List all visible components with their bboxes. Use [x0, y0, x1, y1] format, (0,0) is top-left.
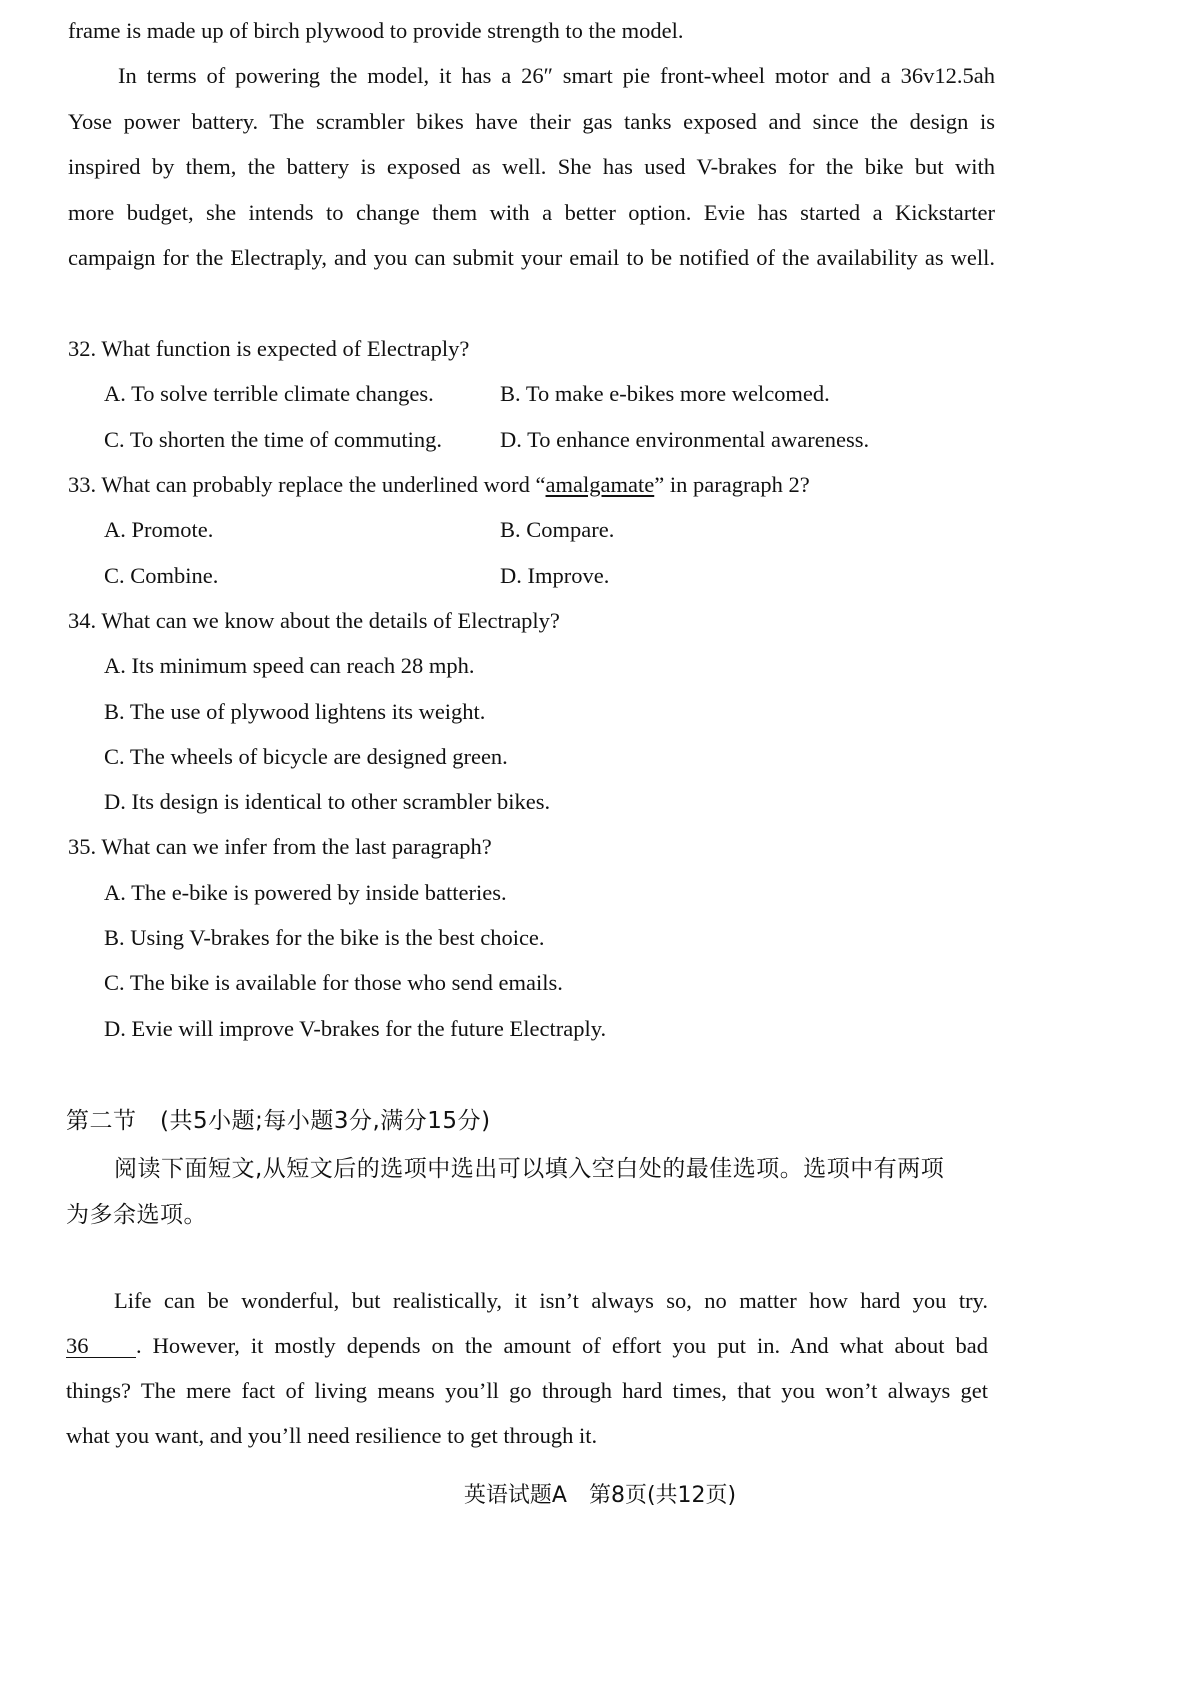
passage2-line: Life can be wonderful, but realistically, it isn’t always so, no matter how hard you try.	[114, 1288, 988, 1313]
question-34-option-a: A. Its minimum speed can reach 28 mph.	[104, 653, 475, 678]
question-32-stem: 32. What function is expected of Electraply?	[68, 336, 470, 361]
question-33-option-d: D. Improve.	[500, 563, 610, 588]
question-33-stem	[68, 472, 810, 498]
question-35-option-d: D. Evie will improve V-brakes for the future Electraply.	[104, 1016, 607, 1041]
question-33-stem-post: ” in paragraph 2?	[654, 472, 810, 497]
passage-line: Yose power battery. The scrambler bikes have their gas tanks exposed and since the design is	[68, 109, 995, 134]
passage2-line: what you want, and you’ll need resilience to get through it.	[66, 1423, 598, 1448]
question-32-option-d: D. To enhance environmental awareness.	[500, 427, 870, 452]
passage2-line	[66, 1333, 988, 1359]
question-33-option-c: C. Combine.	[104, 563, 219, 588]
question-33-option-a: A. Promote.	[104, 517, 214, 542]
question-34-stem: 34. What can we know about the details of Electraply?	[68, 608, 560, 633]
section-heading: 第二节 (共5小题;每小题3分,满分15分)	[66, 1108, 491, 1134]
question-33-option-b: B. Compare.	[500, 517, 615, 542]
question-32-option-a: A. To solve terrible climate changes.	[104, 381, 434, 406]
passage-line: campaign for the Electraply, and you can submit your email to be notified of the availability as well.	[68, 245, 995, 270]
question-32-option-b: B. To make e-bikes more welcomed.	[500, 381, 830, 406]
section-instructions: 阅读下面短文,从短文后的选项中选出可以填入空白处的最佳选项。选项中有两项	[114, 1156, 945, 1182]
question-35-stem: 35. What can we infer from the last paragraph?	[68, 834, 492, 859]
question-34-option-d: D. Its design is identical to other scrambler bikes.	[104, 789, 551, 814]
question-35-option-b: B. Using V-brakes for the bike is the best choice.	[104, 925, 545, 950]
passage2-line-rest: . However, it mostly depends on the amount of effort you put in. And what about bad	[136, 1333, 988, 1358]
passage-line: frame is made up of birch plywood to provide strength to the model.	[68, 18, 684, 43]
question-35-option-c: C. The bike is available for those who send emails.	[104, 970, 563, 995]
question-33-stem-pre: 33. What can probably replace the underlined word “	[68, 472, 546, 497]
question-32-option-c: C. To shorten the time of commuting.	[104, 427, 442, 452]
passage2-line: things? The mere fact of living means you’ll go through hard times, that you won’t always get	[66, 1378, 988, 1403]
page-footer: 英语试题A 第8页(共12页)	[463, 1483, 737, 1508]
underlined-word: amalgamate	[545, 472, 655, 497]
question-35-option-a: A. The e-bike is powered by inside batteries.	[104, 880, 507, 905]
passage-line: inspired by them, the battery is exposed as well. She has used V-brakes for the bike but with	[68, 154, 995, 179]
passage-line: more budget, she intends to change them with a better option. Evie has started a Kickstarter	[68, 200, 995, 225]
question-34-option-c: C. The wheels of bicycle are designed green.	[104, 744, 508, 769]
blank-36: 36	[66, 1335, 136, 1358]
section-instructions: 为多余选项。	[66, 1202, 207, 1228]
passage-line: In terms of powering the model, it has a 26″ smart pie front-wheel motor and a 36v12.5ah	[118, 63, 995, 88]
question-34-option-b: B. The use of plywood lightens its weight.	[104, 699, 486, 724]
